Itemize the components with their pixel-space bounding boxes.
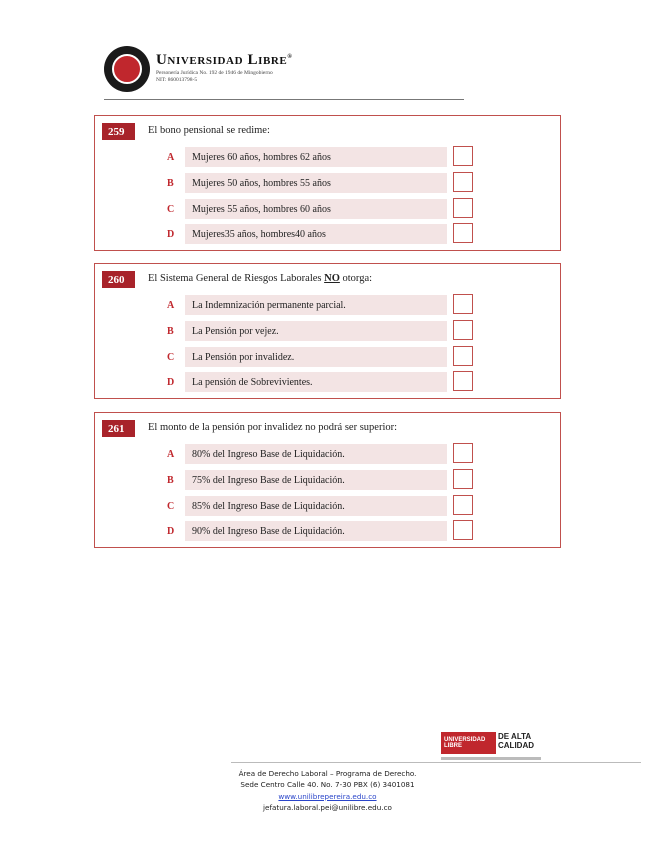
- option-b: [95, 173, 560, 194]
- option-d: [95, 372, 560, 393]
- option-letter: B: [167, 475, 174, 486]
- option-text: 90% del Ingreso Base de Liquidación.: [192, 526, 345, 537]
- question-number: 261: [102, 420, 135, 437]
- answer-checkbox[interactable]: [453, 371, 473, 391]
- option-letter: B: [167, 326, 174, 337]
- university-seal-logo: [104, 46, 150, 92]
- footer: [200, 768, 455, 813]
- question-number: 259: [102, 123, 135, 140]
- option-letter: C: [167, 204, 175, 215]
- question-number: 260: [102, 271, 135, 288]
- university-name: Universidad Libre®: [156, 52, 293, 68]
- option-text: Mujeres 55 años, hombres 60 años: [192, 204, 331, 215]
- footer-divider: [231, 762, 641, 763]
- option-text: La pensión de Sobrevivientes.: [192, 377, 313, 388]
- footer-address: Sede Centro Calle 40. No. 7-30 PBX (6) 3401081: [240, 780, 415, 790]
- accreditation-logo-caption: [441, 757, 541, 760]
- option-a: [95, 147, 560, 168]
- answer-checkbox[interactable]: [453, 520, 473, 540]
- answer-checkbox[interactable]: [453, 443, 473, 463]
- question-text: El Sistema General de Riesgos Laborales NO otorga:: [148, 273, 373, 284]
- option-d: [95, 224, 560, 245]
- accreditation-logo-text: DE ALTA CALIDAD: [498, 732, 534, 750]
- option-letter: A: [167, 300, 175, 311]
- header-divider: [104, 99, 464, 100]
- question-text: El monto de la pensión por invalidez no podrá ser superior:: [148, 422, 398, 433]
- answer-checkbox[interactable]: [453, 320, 473, 340]
- answer-checkbox[interactable]: [453, 223, 473, 243]
- option-letter: C: [167, 352, 175, 363]
- option-letter: D: [167, 377, 175, 388]
- option-a: [95, 444, 560, 465]
- university-legal-info: Personería Jurídica No. 192 de 1946 de Mingobierno NIT: 860013798-5: [156, 70, 273, 83]
- answer-checkbox[interactable]: [453, 198, 473, 218]
- answer-checkbox[interactable]: [453, 495, 473, 515]
- question-260: [94, 263, 561, 399]
- option-letter: D: [167, 526, 175, 537]
- option-text: 75% del Ingreso Base de Liquidación.: [192, 475, 345, 486]
- option-c: [95, 496, 560, 517]
- option-text: Mujeres 50 años, hombres 55 años: [192, 178, 331, 189]
- option-a: [95, 295, 560, 316]
- footer-area: Área de Derecho Laboral – Programa de Derecho.: [238, 769, 417, 778]
- question-text: El bono pensional se redime:: [148, 125, 270, 136]
- answer-checkbox[interactable]: [453, 469, 473, 489]
- footer-email: jefatura.laboral.pei@unilibre.edu.co: [263, 802, 392, 812]
- answer-checkbox[interactable]: [453, 172, 473, 192]
- question-261: [94, 412, 561, 548]
- question-259: [94, 115, 561, 251]
- option-text: Mujeres 60 años, hombres 62 años: [192, 152, 331, 163]
- option-text: La Pensión por invalidez.: [192, 352, 295, 363]
- option-letter: B: [167, 178, 174, 189]
- option-text: 85% del Ingreso Base de Liquidación.: [192, 501, 345, 512]
- option-d: [95, 521, 560, 542]
- option-text: 80% del Ingreso Base de Liquidación.: [192, 449, 345, 460]
- answer-checkbox[interactable]: [453, 146, 473, 166]
- option-letter: A: [167, 449, 175, 460]
- accreditation-logo: [441, 730, 541, 756]
- option-letter: C: [167, 501, 175, 512]
- option-letter: A: [167, 152, 175, 163]
- letterhead: [104, 44, 464, 100]
- option-letter: D: [167, 229, 175, 240]
- option-b: [95, 470, 560, 491]
- option-c: [95, 347, 560, 368]
- answer-checkbox[interactable]: [453, 294, 473, 314]
- option-c: [95, 199, 560, 220]
- option-text: La Indemnización permanente parcial.: [192, 300, 346, 311]
- footer-website-link[interactable]: www.unilibrepereira.edu.co: [278, 791, 377, 801]
- accreditation-logo-red-block: UNIVERSIDAD LIBRE: [441, 732, 496, 754]
- option-text: La Pensión por vejez.: [192, 326, 279, 337]
- answer-checkbox[interactable]: [453, 346, 473, 366]
- option-text: Mujeres35 años, hombres40 años: [192, 229, 326, 240]
- option-b: [95, 321, 560, 342]
